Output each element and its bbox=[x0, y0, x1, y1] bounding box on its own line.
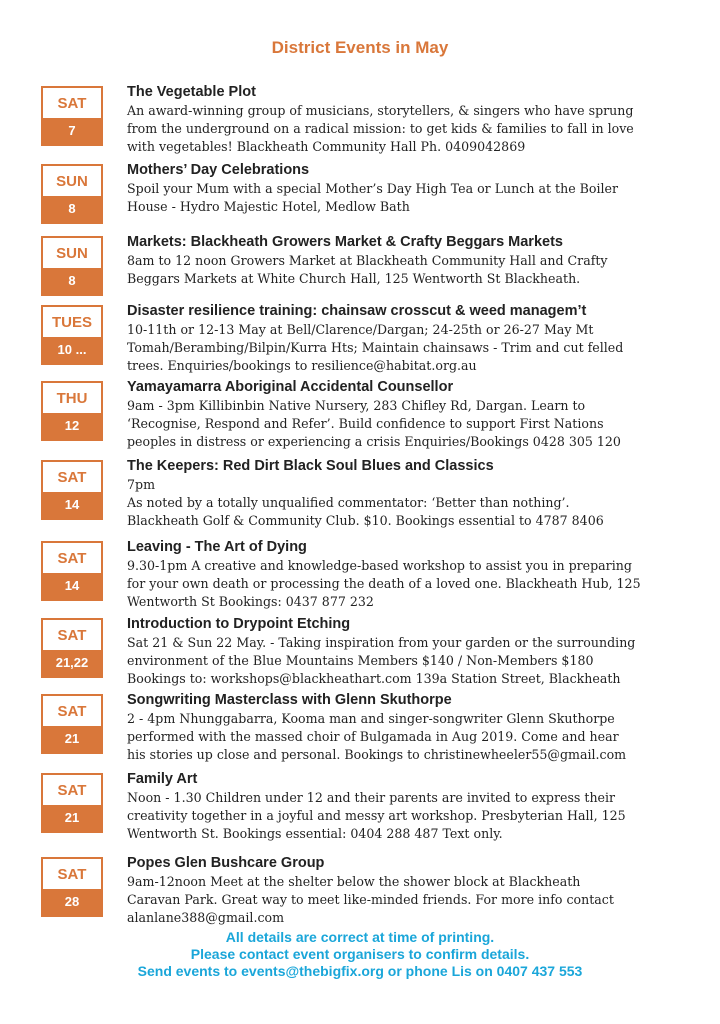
date-badge bbox=[41, 164, 103, 224]
badge-day: SAT bbox=[57, 627, 87, 644]
date-badge bbox=[41, 857, 103, 917]
desc-line: As noted by a totally unqualified commentator: ‘Better than nothing’. bbox=[127, 495, 570, 510]
badge-date: 14 bbox=[43, 492, 101, 518]
badge-date: 21,22 bbox=[43, 650, 101, 676]
badge-date: 7 bbox=[43, 118, 101, 144]
badge-day: SAT bbox=[57, 550, 87, 567]
desc-line: 8am to 12 noon Growers Market at Blackheath Community Hall and Crafty bbox=[127, 253, 608, 268]
date-badge bbox=[41, 694, 103, 754]
event-title: Yamayamarra Aboriginal Accidental Counsellor bbox=[127, 379, 454, 395]
desc-line: 10-11th or 12-13 May at Bell/Clarence/Dargan; 24-25th or 26-27 May Mt bbox=[127, 322, 594, 337]
desc-line: environment of the Blue Mountains Members $140 / Non-Members $180 bbox=[127, 653, 594, 668]
date-badge bbox=[41, 773, 103, 833]
event-description bbox=[127, 252, 677, 288]
date-badge bbox=[41, 618, 103, 678]
badge-day: SUN bbox=[56, 245, 88, 262]
event-description bbox=[127, 476, 677, 530]
desc-line: performed with the massed choir of Bulgamada in Aug 2019. Come and hear bbox=[127, 729, 619, 744]
desc-line: for your own death or processing the death of a loved one. Blackheath Hub, 125 bbox=[127, 576, 641, 591]
desc-line: creativity together in a joyful and messy art workshop. Presbyterian Hall, 125 bbox=[127, 808, 626, 823]
event-description bbox=[127, 634, 677, 688]
badge-date: 12 bbox=[43, 413, 101, 439]
desc-line: Wentworth St Bookings: 0437 877 232 bbox=[127, 594, 374, 609]
desc-line: Tomah/Berambing/Bilpin/Kurra Hts; Maintain chainsaws - Trim and cut felled bbox=[127, 340, 624, 355]
event-title: The Vegetable Plot bbox=[127, 84, 256, 100]
date-badge bbox=[41, 86, 103, 146]
date-badge bbox=[41, 305, 103, 365]
event-description bbox=[127, 557, 677, 611]
event-description bbox=[127, 180, 677, 216]
event-title: Mothers’ Day Celebrations bbox=[127, 162, 310, 178]
desc-line: 7pm bbox=[127, 477, 156, 492]
event-description bbox=[127, 710, 677, 764]
date-badge bbox=[41, 460, 103, 520]
date-badge bbox=[41, 541, 103, 601]
desc-line: 9.30-1pm A creative and knowledge-based workshop to assist you in preparing bbox=[127, 558, 632, 573]
badge-day: THU bbox=[56, 390, 88, 407]
event-description bbox=[127, 789, 677, 843]
desc-line: 9am-12noon Meet at the shelter below the shower block at Blackheath bbox=[127, 874, 581, 889]
footer-line: All details are correct at time of printing. bbox=[225, 929, 495, 945]
desc-line: 9am - 3pm Killibinbin Native Nursery, 283 Chifley Rd, Dargan. Learn to bbox=[127, 398, 586, 413]
desc-line: 2 - 4pm Nhunggabarra, Kooma man and singer-songwriter Glenn Skuthorpe bbox=[127, 711, 615, 726]
desc-line: Spoil your Mum with a special Mother’s Day High Tea or Lunch at the Boiler bbox=[127, 181, 619, 196]
badge-day: SAT bbox=[57, 782, 87, 799]
desc-line: Sat 21 & Sun 22 May. - Taking inspiration from your garden or the surrounding bbox=[127, 635, 636, 650]
badge-day: SAT bbox=[57, 703, 87, 720]
footer-line: Send events to events@thebigfix.org or phone Lis on 0407 437 553 bbox=[137, 963, 583, 979]
event-title: Popes Glen Bushcare Group bbox=[127, 855, 325, 871]
footer-notice bbox=[0, 929, 720, 980]
event-title: Leaving - The Art of Dying bbox=[127, 539, 307, 555]
footer-line: Please contact event organisers to confirm details. bbox=[190, 946, 530, 962]
desc-line: Noon - 1.30 Children under 12 and their parents are invited to express their bbox=[127, 790, 616, 805]
desc-line: ‘Recognise, Respond and Refer’. Build confidence to support First Nations bbox=[127, 416, 604, 431]
date-badge bbox=[41, 236, 103, 296]
event-title: Introduction to Drypoint Etching bbox=[127, 616, 351, 632]
badge-day: SAT bbox=[57, 866, 87, 883]
event-title: Family Art bbox=[127, 771, 198, 787]
event-title: Markets: Blackheath Growers Market & Crafty Beggars Markets bbox=[127, 234, 563, 250]
desc-line: House - Hydro Majestic Hotel, Medlow Bath bbox=[127, 199, 410, 214]
badge-day: SUN bbox=[56, 173, 88, 190]
badge-date: 10 ... bbox=[43, 337, 101, 363]
desc-line: Caravan Park. Great way to meet like-minded friends. For more info contact bbox=[127, 892, 614, 907]
desc-line: Bookings to: workshops@blackheathart.com 139a Station Street, Blackheath bbox=[127, 671, 621, 686]
event-description bbox=[127, 102, 677, 156]
desc-line: from the underground on a radical mission: to get kids & families to fall in love bbox=[127, 121, 634, 136]
badge-date: 28 bbox=[43, 889, 101, 915]
desc-line: peoples in distress or experiencing a crisis Enquiries/Bookings 0428 305 120 bbox=[127, 434, 621, 449]
event-description bbox=[127, 397, 677, 451]
badge-day: SAT bbox=[57, 95, 87, 112]
desc-line: Beggars Markets at White Church Hall, 125 Wentworth St Blackheath. bbox=[127, 271, 581, 286]
badge-day: TUES bbox=[51, 314, 92, 331]
badge-date: 8 bbox=[43, 268, 101, 294]
desc-line: his stories up close and personal. Bookings to christinewheeler55@gmail.com bbox=[127, 747, 627, 762]
desc-line: trees. Enquiries/bookings to resilience@habitat.org.au bbox=[127, 358, 477, 373]
event-title: Disaster resilience training: chainsaw crosscut & weed managem’t bbox=[127, 303, 587, 319]
event-description bbox=[127, 873, 677, 927]
desc-line: alanlane388@gmail.com bbox=[127, 910, 285, 925]
badge-date: 21 bbox=[43, 726, 101, 752]
page-title: District Events in May bbox=[271, 38, 449, 57]
desc-line: Wentworth St. Bookings essential: 0404 288 487 Text only. bbox=[127, 826, 503, 841]
badge-date: 8 bbox=[43, 196, 101, 222]
badge-date: 14 bbox=[43, 573, 101, 599]
badge-date: 21 bbox=[43, 805, 101, 831]
badge-day: SAT bbox=[57, 469, 87, 486]
event-description bbox=[127, 321, 677, 375]
event-title: Songwriting Masterclass with Glenn Skuthorpe bbox=[127, 692, 452, 708]
date-badge bbox=[41, 381, 103, 441]
desc-line: with vegetables! Blackheath Community Hall Ph. 0409042869 bbox=[127, 139, 526, 154]
desc-line: An award-winning group of musicians, storytellers, & singers who have sprung bbox=[127, 103, 634, 118]
desc-line: Blackheath Golf & Community Club. $10. Bookings essential to 4787 8406 bbox=[127, 513, 604, 528]
event-title: The Keepers: Red Dirt Black Soul Blues and Classics bbox=[127, 458, 494, 474]
